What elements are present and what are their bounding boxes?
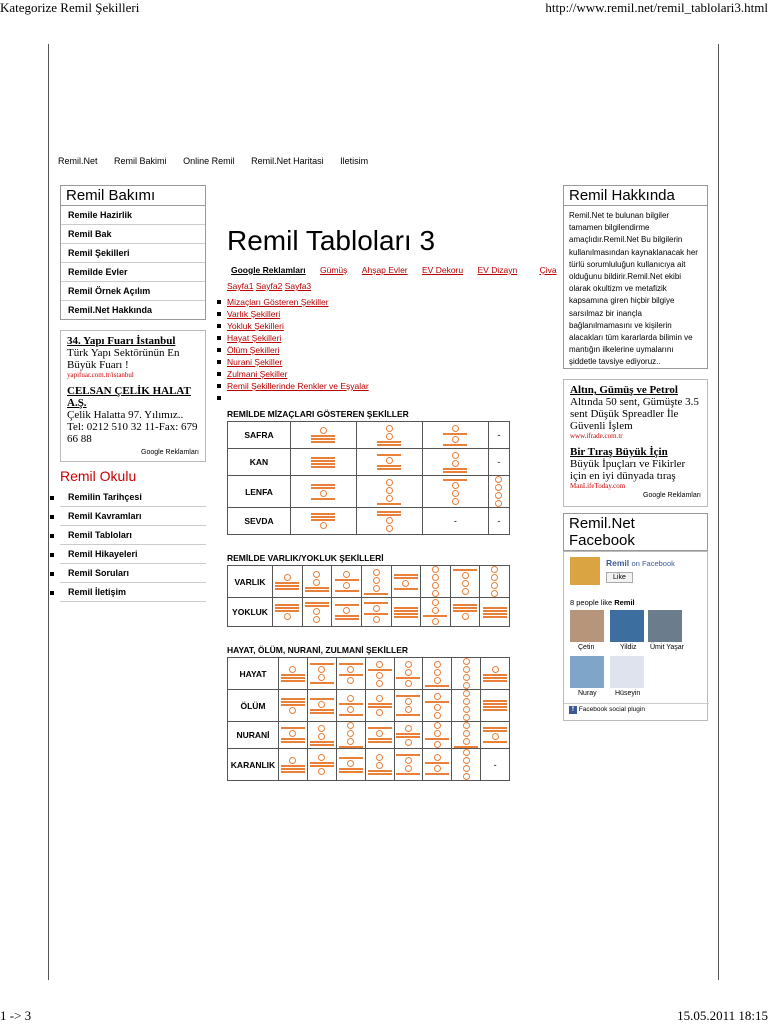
table-row: [228, 749, 510, 781]
print-footer-datetime: 15.05.2011 18:15: [677, 1008, 768, 1023]
link-remil-tablolari[interactable]: Remil Tabloları: [60, 526, 206, 545]
link-zulmani[interactable]: Zulmani Şekiller: [227, 369, 288, 379]
about-text: Remil.Net te bulunan bilgiler tamamen bilgilendirme amaçlıdır.Remil.Net Bu bilgilerin kullanılmasından kaynaklanacak her türlü sorumluluğun kullanıcıya ait olduğunu bildirir.Remil.Net ekibi olarak okultizm ve metafizik kapsamına giren hiçbir bilgiye sarsılmaz bir inançla bağlanılmamasını ve kişilerin alacakları tüm kararlarda bilimin ve mantığın ilkelerine uymalarını şiddetle tavsiye ediyoruz..: [563, 205, 708, 369]
shape-cell: [488, 476, 509, 508]
facebook-widget: [563, 551, 708, 721]
link-remil-net-hakkinda[interactable]: Remil.Net Hakkında: [68, 305, 153, 315]
page-title: Remil Tabloları 3: [227, 225, 436, 256]
nav-remil-bakimi[interactable]: Remil Bakimi: [114, 156, 167, 166]
link-remilin-tarihcesi[interactable]: Remilin Tarihçesi: [60, 488, 206, 507]
ad-left-text-2: Çelik Halatta 97. Yılımız.. Tel: 0212 510 32 11-Fax: 679 66 88: [67, 409, 198, 445]
ad-right-title-2[interactable]: Bir Tıraş Büyük İçin: [570, 446, 668, 458]
shape-cell: [481, 658, 510, 690]
shape-cell: [394, 722, 423, 749]
shape-cell: [421, 566, 451, 598]
row-label-hayat: HAYAT: [228, 658, 279, 690]
shape-cell: [273, 566, 303, 598]
shape-cell: [421, 598, 451, 627]
shape-cell: [365, 722, 394, 749]
link-renkler-esyalar[interactable]: Remil Şekillerinde Renkler ve Eşyalar: [227, 381, 369, 391]
ad-right-url-2[interactable]: ManLifeToday.com: [570, 482, 626, 490]
print-header-url: http://www.remil.net/remil_tablolari3.html: [545, 0, 768, 15]
nav-remil-net[interactable]: Remil.Net: [58, 156, 98, 166]
right-sidebar: [563, 185, 708, 721]
left-sidebar: [60, 185, 206, 602]
shape-cell: [365, 749, 394, 781]
ad-link-ev-dekoru[interactable]: EV Dekoru: [422, 265, 464, 275]
shape-cell: [307, 690, 336, 722]
link-olum[interactable]: Ölüm Şekilleri: [227, 345, 280, 355]
shape-cell: [391, 566, 421, 598]
page-link-2[interactable]: Sayfa2: [255, 281, 283, 291]
shape-cell: [480, 598, 510, 627]
okul-menu: [60, 488, 206, 602]
shape-cell: [422, 422, 488, 449]
facebook-title: Remil.Net Facebook: [563, 513, 708, 551]
row-label-varlik: VARLIK: [228, 566, 273, 598]
shape-cell: [356, 476, 422, 508]
shape-cell: [394, 658, 423, 690]
row-label-yokluk: YOKLUK: [228, 598, 273, 627]
ad-link-civa[interactable]: Çiva: [539, 265, 557, 275]
top-navigation: [58, 156, 382, 166]
main-content: [227, 225, 557, 781]
shape-cell: [302, 598, 332, 627]
shape-cell: [423, 722, 452, 749]
empty-cell: -: [481, 749, 510, 781]
fan-avatar[interactable]: [610, 610, 644, 642]
table-row: [228, 722, 510, 749]
link-remil-iletisim[interactable]: Remil İletişim: [60, 583, 206, 602]
shape-cell: [365, 658, 394, 690]
shape-cell: [423, 749, 452, 781]
google-ad-label[interactable]: Google Reklamları: [231, 265, 306, 275]
ad-left-title-2[interactable]: CELSAN ÇELİK HALAT A.Ş.: [67, 385, 191, 409]
shape-cell: [356, 422, 422, 449]
fb-page-line: [606, 558, 675, 568]
table-row: [228, 690, 510, 722]
page-border-right: [718, 44, 719, 980]
page-link-3[interactable]: Sayfa3: [284, 281, 312, 291]
row-label-sevda: SEVDA: [228, 508, 291, 535]
shape-cell: [336, 722, 365, 749]
print-header-title: Kategorize Remil Şekilleri: [0, 0, 140, 15]
shape-cell: [307, 722, 336, 749]
shape-cell: [450, 598, 480, 627]
bakim-menu: [60, 205, 206, 320]
shape-cell: [391, 598, 421, 627]
shape-cell: [291, 449, 357, 476]
table-mizac: [227, 421, 510, 535]
link-remil-sorulari[interactable]: Remil Soruları: [60, 564, 206, 583]
fb-plugin-label[interactable]: Facebook social plugin: [578, 706, 645, 713]
nav-online-remil[interactable]: Online Remil: [183, 156, 235, 166]
shape-cell: [307, 658, 336, 690]
ad-left-title-1[interactable]: 34. Yapı Fuarı İstanbul: [67, 335, 176, 347]
page-avatar[interactable]: [570, 557, 600, 585]
empty-bullet: [227, 393, 552, 405]
empty-cell: -: [488, 449, 509, 476]
shape-cell: [302, 566, 332, 598]
row-label-safra: SAFRA: [228, 422, 291, 449]
shape-cell: [394, 749, 423, 781]
fb-plugin-footer: [564, 703, 709, 714]
about-title: Remil Hakkında: [563, 185, 708, 205]
table-row: [228, 476, 510, 508]
shape-cell: [336, 658, 365, 690]
table-row: [228, 598, 510, 627]
shape-cell: [279, 690, 308, 722]
shape-cell: [356, 508, 422, 535]
table-hayat-title: HAYAT, ÖLÜM, NURANİ, ZULMANİ ŞEKİLLER: [227, 645, 409, 655]
fb-page-name[interactable]: Remil: [606, 558, 630, 568]
empty-cell: -: [488, 422, 509, 449]
shape-cell: [336, 749, 365, 781]
ad-link-gumus[interactable]: Gümüş: [320, 265, 348, 275]
shape-cell: [291, 476, 357, 508]
page-border-left: [48, 44, 49, 980]
empty-cell: -: [422, 508, 488, 535]
like-button[interactable]: Like: [606, 572, 633, 583]
link-remil-bak[interactable]: Remil Bak: [61, 225, 205, 244]
table-varlik: [227, 565, 510, 627]
ad-left-footer[interactable]: Google Reklamları: [141, 449, 199, 456]
section-links: [227, 297, 552, 405]
ad-right-title-1[interactable]: Altın, Gümüş ve Petrol: [570, 384, 678, 396]
link-remilde-evler[interactable]: Remilde Evler: [61, 263, 205, 282]
ad-link-ahsap-evler[interactable]: Ahşap Evler: [361, 265, 408, 275]
fan-name[interactable]: Yildiz: [620, 644, 637, 651]
shape-cell: [394, 690, 423, 722]
fb-on-label: on Facebook: [631, 559, 675, 568]
google-ad-links: [227, 265, 557, 275]
shape-cell: [450, 566, 480, 598]
fan-name[interactable]: Ümit Yaşar: [650, 644, 684, 651]
table-row: [228, 658, 510, 690]
okul-title: Remil Okulu: [60, 468, 137, 484]
link-remil-kavramlari[interactable]: Remil Kavramları: [60, 507, 206, 526]
shape-cell: [452, 749, 481, 781]
shape-cell: [422, 449, 488, 476]
ad-left-text-1: Türk Yapı Sektörünün En Büyük Fuarı !: [67, 347, 180, 371]
nav-site-map[interactable]: Remil.Net Haritasi: [251, 156, 324, 166]
row-label-nurani: NURANİ: [228, 722, 279, 749]
row-label-olum: ÖLÜM: [228, 690, 279, 722]
link-remil-hikayeleri[interactable]: Remil Hikayeleri: [60, 545, 206, 564]
link-yokluk[interactable]: Yokluk Şekilleri: [227, 321, 284, 331]
ad-right-footer[interactable]: Google Reklamları: [643, 492, 701, 499]
shape-cell: [336, 690, 365, 722]
link-nurani[interactable]: Nurani Şekiller: [227, 357, 283, 367]
link-remil-ornek-acilim[interactable]: Remil Örnek Açılım: [61, 282, 205, 301]
ad-right-text-2: Büyük İpuçları ve Fikirler için en iyi dünyada tıraş: [570, 458, 686, 482]
ad-right-url-1[interactable]: www.ifrade.com.tr: [570, 432, 623, 440]
shape-cell: [422, 476, 488, 508]
row-label-karanlik: KARANLIK: [228, 749, 279, 781]
link-mizaclar[interactable]: Mizaçları Gösteren Şekiller: [227, 297, 329, 307]
shape-cell: [307, 749, 336, 781]
page-link-1[interactable]: Sayfa1: [227, 281, 254, 291]
fan-name[interactable]: Nuray: [578, 690, 597, 697]
bakim-title: Remil Bakımı: [60, 185, 206, 205]
table-mizac-title: REMİLDE MİZAÇLARI GÖSTEREN ŞEKİLLER: [227, 409, 409, 419]
google-ad-left: [60, 330, 206, 462]
shape-cell: [423, 658, 452, 690]
table-row: [228, 422, 510, 449]
shape-cell: [361, 566, 391, 598]
shape-cell: [291, 422, 357, 449]
table-varlik-title: REMİLDE VARLIK/YOKLUK ŞEKİLLERİ: [227, 553, 384, 563]
shape-cell: [273, 598, 303, 627]
table-row: [228, 508, 510, 535]
ad-right-text-1: Altında 50 sent, Gümüşte 3.5 sent Düşük Spreadler İle Güvenli İşlem: [570, 396, 699, 432]
shape-cell: [423, 690, 452, 722]
shape-cell: [481, 722, 510, 749]
shape-cell: [279, 749, 308, 781]
shape-cell: [291, 508, 357, 535]
fan-name[interactable]: Çetin: [578, 644, 595, 651]
shape-cell: [332, 566, 362, 598]
fb-like-count: [570, 598, 635, 607]
shape-cell: [452, 722, 481, 749]
table-row: [228, 449, 510, 476]
row-label-lenfa: LENFA: [228, 476, 291, 508]
nav-contact[interactable]: Iletisim: [340, 156, 369, 166]
row-label-kan: KAN: [228, 449, 291, 476]
facebook-icon: f: [569, 706, 577, 714]
table-row: [228, 566, 510, 598]
shape-cell: [361, 598, 391, 627]
link-remil-sekilleri[interactable]: Remil Şekilleri: [61, 244, 205, 263]
fb-count-prefix: 8 people like: [570, 598, 613, 607]
table-hayat: [227, 657, 510, 781]
link-hayat[interactable]: Hayat Şekilleri: [227, 333, 282, 343]
shape-cell: [480, 566, 510, 598]
empty-cell: -: [488, 508, 509, 535]
print-footer-page: 1 -> 3: [0, 1008, 32, 1023]
ad-link-ev-dizayn[interactable]: EV Dizayn: [477, 265, 518, 275]
shape-cell: [279, 722, 308, 749]
shape-cell: [356, 449, 422, 476]
ad-left-url-1[interactable]: yapifuar.com.tr/istanbul: [67, 371, 134, 379]
shape-cell: [332, 598, 362, 627]
fan-avatar[interactable]: [570, 656, 604, 688]
shape-cell: [279, 658, 308, 690]
shape-cell: [481, 690, 510, 722]
fan-avatar[interactable]: [648, 610, 682, 642]
fan-name[interactable]: Hüseyin: [615, 690, 641, 697]
fan-avatar[interactable]: [610, 656, 644, 688]
shape-cell: [452, 658, 481, 690]
shape-cell: [452, 690, 481, 722]
fan-avatar[interactable]: [570, 610, 604, 642]
google-ad-right: [563, 379, 708, 507]
link-remile-hazirlik[interactable]: Remile Hazirlik: [61, 206, 205, 225]
fb-count-page: Remil: [614, 598, 635, 607]
link-varlik[interactable]: Varlık Şekilleri: [227, 309, 281, 319]
pagination: [227, 281, 552, 291]
shape-cell: [365, 690, 394, 722]
